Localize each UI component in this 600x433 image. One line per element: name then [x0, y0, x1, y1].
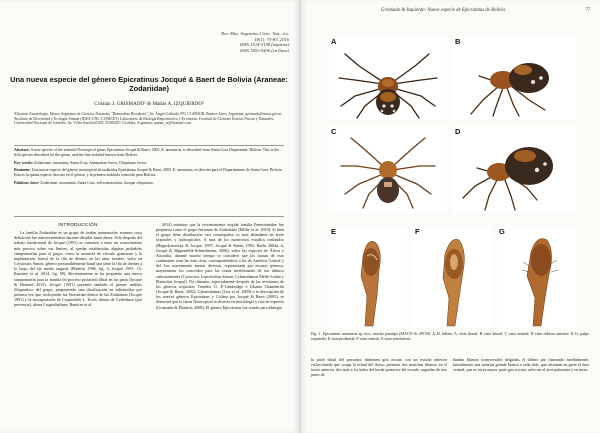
text-column-left: [14, 222, 142, 308]
abstract-paragraph: [14, 148, 284, 158]
abstract-label: Abstract:: [14, 148, 30, 152]
text-column-right: [156, 222, 284, 310]
palabras-label: Palabras clave:: [14, 180, 40, 185]
page-number: 77: [585, 8, 590, 13]
spider-oblique-photo: [453, 126, 577, 214]
panel-label: F: [415, 227, 420, 236]
keywords-text: Zodariinae, taxonomy, Santa Cruz, Amazonian forest, Chiquitano forest.: [34, 160, 147, 165]
keywords-paragraph: [14, 161, 284, 166]
article-authors: Cristian J. GRISMADO¹ & Matías A. IZQUIERDO²: [94, 101, 204, 107]
body-paragraph: 2014) mientras que la recientemente erigida familia Penestomidae fue propuesta como el grupo hermano de Zodariidae (Miller et al. 2010). Si bien el grupo tiene distribución casi cosmopolita, es más abundante en áreas tropicales y subtropicales. A más de los numerosos estudios realizados (Hippolysmirsky & Jocqué, 1997; Jocqué & Baehr, 1992; Baehr 2004a, b; Jocqué & Bippenfeldt-Schmelmann, 2006), sobre las especies de África y Australia, durante mucho tiempo se consideró que las faunas de esas continentes eran las más ricas, contraponiéndose a las de América Central y del Sur, nuevamente menos diversas, representada por escasos géneros, mayormente los conocidos para las zonas meridionales de sus últimos subcontinentes (Cyrioctea, Leprolochus Simon, Cybaeodamus Mello-Leitão y Platnickia Jocqué). No obstante, especialmente después de las revisiones de los géneros tropicales Tenedos O. P.-Cambridge e Ishania Chamberlin (Jocqué & Baert, 2002), Cybaeodamus (Lise et al. 2009) o la descripción de los nuevos géneros Epicratinus y Colima por Jocqué & Baert (2005), se demostró que la fauna Neotropical es diversa en morfología y rica en especies (Grismado & Platnick, 2008). El género Epicratinus fue creado para albergar: [156, 222, 284, 310]
left-page: [0, 0, 299, 433]
spider-ventral-photo: [329, 126, 447, 214]
article-title: Una nueva especie del género Epicratinus Jocqué & Baert de Bolivia (Araneae: Zodariidae): [10, 75, 288, 93]
journal-volume: 18(1): 75-83, 2016: [254, 36, 289, 42]
panel-label: B: [455, 37, 461, 46]
keywords-label: Key words:: [14, 160, 34, 165]
resumen-paragraph: [14, 168, 284, 178]
palp-ventral-photo: [413, 226, 491, 328]
intro-heading: INTRODUCCIÓN: [58, 222, 98, 227]
panel-label: E: [331, 227, 337, 236]
body-paragraph: bandas blancas transversales delgadas, el último par fusionado medialmente; lateralmente una mancha grande blanca a cada lado, que alcanzan en parte el área ventral, que es en su mayor parte gris oscura, salvo en el área pulmonar y en torno: [453, 357, 589, 373]
journal-issn-print: ISSN 1514-5158 (impresa): [239, 42, 289, 48]
resumen-label: Resumen:: [14, 168, 31, 173]
panel-label: A: [331, 37, 337, 46]
text-column-left: [311, 357, 447, 378]
figure-panel-a: [329, 36, 447, 120]
abstract-block: [14, 148, 284, 189]
panel-label: G: [499, 227, 505, 236]
divider: [14, 216, 284, 217]
right-page: [301, 0, 600, 433]
palabras-paragraph: [14, 181, 284, 186]
figure-panel-c: [329, 126, 447, 214]
body-paragraph: La familia Zodariidae es un grupo de arañas aranemorfas errantes cuya definición fue transformándose durante décadas hasta ahora. Sólo después del trabajo fundacional de Jocqué (1991) se comenzó a tener un conocimiento más preciso sobre sus límites, al quedar establecidas algunas probables sinapomorfías para el grupo, como la ausencia de cérvulo grantuoso y la implantación lateral de la fila de dientes en las uñas tarsales, salvo en Cryssostus Simon, género presumiblemente basal que tiene la fila de dientes a lo largo del eje medio unguial (Platnick 1986, fig. 3; Jocqué 1991: 15; Ramírez et al. 2014, fig. 89). Recientemente se ha propuesto una nueva sinapomorfía para la familia (el proceso prolateral tibial en las patas (Jocqué & Henrard 2015). Jocqué (1991) presentó también el primer análisis filogenético del grupo, proponiendo una clasificación en subfamilias por primera vez que, incluyendo las Storenidae dentro de las Zodariinae (Jocqué 1991) y la incorporación de Cryptothele L. Koch, dentro de Cydrelinae (por presencia), ahora Cryptothelinae; Ramírez et al.: [14, 230, 143, 308]
panel-label: D: [455, 127, 461, 136]
palp-prolateral-photo: [329, 226, 407, 328]
abstract-text: A new species of the zodariid Neotropical genus Epicratinus Jocqué & Baert, 2005, E. anomurus, is described from Santa Cruz Department, Bolivia. This is the fifth species described for the genus, and the first zodariid known from Bolivia.: [14, 148, 279, 157]
palp-retrolateral-photo: [497, 226, 577, 328]
journal-issn-online: ISSN 1853-0400 (en línea): [239, 47, 289, 53]
figure-panel-d: [453, 126, 577, 214]
panel-label: C: [331, 127, 337, 136]
journal-name: Rev. Mus. Argentino Cienc. Nat., n.s.: [221, 31, 289, 36]
body-paragraph: la parte distal del prosoma; abdomen gris oscuro con un escudo anterior esclerotizado que ocupa la mitad del dorso; presenta dos manchas blancas en el tercio anterior, dos más a los lados del borde posterior del escudo, seguidas de tres pares de: [311, 357, 447, 378]
figure-caption: Fig. 1. Epicratinus anomurus sp. nov., macho paratipo (MACN-Ar 29150). A–D, hábito; A, vista dorsal; B vista lateral; C vista ventral; D vista oblicua anterior; E–G, palpo izquierdo; E vista prolateral; F vista ventral; G vista retrolateral.: [311, 332, 589, 341]
figure-panel-e: [329, 226, 407, 328]
divider: [14, 145, 284, 146]
journal-header: [159, 31, 289, 53]
spider-dorsal-photo: [329, 36, 447, 120]
palabras-text: Zodariinae, taxonomía, Santa Cruz, selva amazónica, bosque chiquitano.: [40, 180, 154, 185]
figure-panel-b: [453, 36, 577, 120]
text-column-right: [453, 357, 589, 372]
figure-panel-f: [413, 226, 491, 328]
running-head: Grismado & Izquierdo: Nueva especie de Epicratinus de Bolivia: [381, 8, 505, 13]
figure-panel-g: [497, 226, 577, 328]
author-affiliations: ¹División Aracnología, Museo Argentino de Ciencias Naturales "Bernardino Rivadavia", Av. Ángel Gallardo 470, C1405DJR, Buenos Aires, Argentina; grismado@macn.gov.ar. ²Instituto de Diversidad y Ecología Animal (IDEA-UNC-CONICET) Laboratorio de Biología Reproductiva y Evolución. Facultad de Ciencias Exactas Físicas y Naturales, Universidad Nacional de Córdoba. Av. Vélez Sarsfield 299, X5000JJC Córdoba, Argentina; matias_iz@hotmail.com: [14, 112, 283, 126]
spider-lateral-photo: [453, 36, 577, 120]
resumen-text: Una nueva especie del género neotropical de zodáridos Epicratinus Jocqué & Baert, 2005, E. anomurus, es descrita para el Departamento de Santa Cruz, Bolivia. Esta es la quinta especie descrita en el género, y la primera zodárida conocida para Bolivia.: [14, 168, 283, 178]
